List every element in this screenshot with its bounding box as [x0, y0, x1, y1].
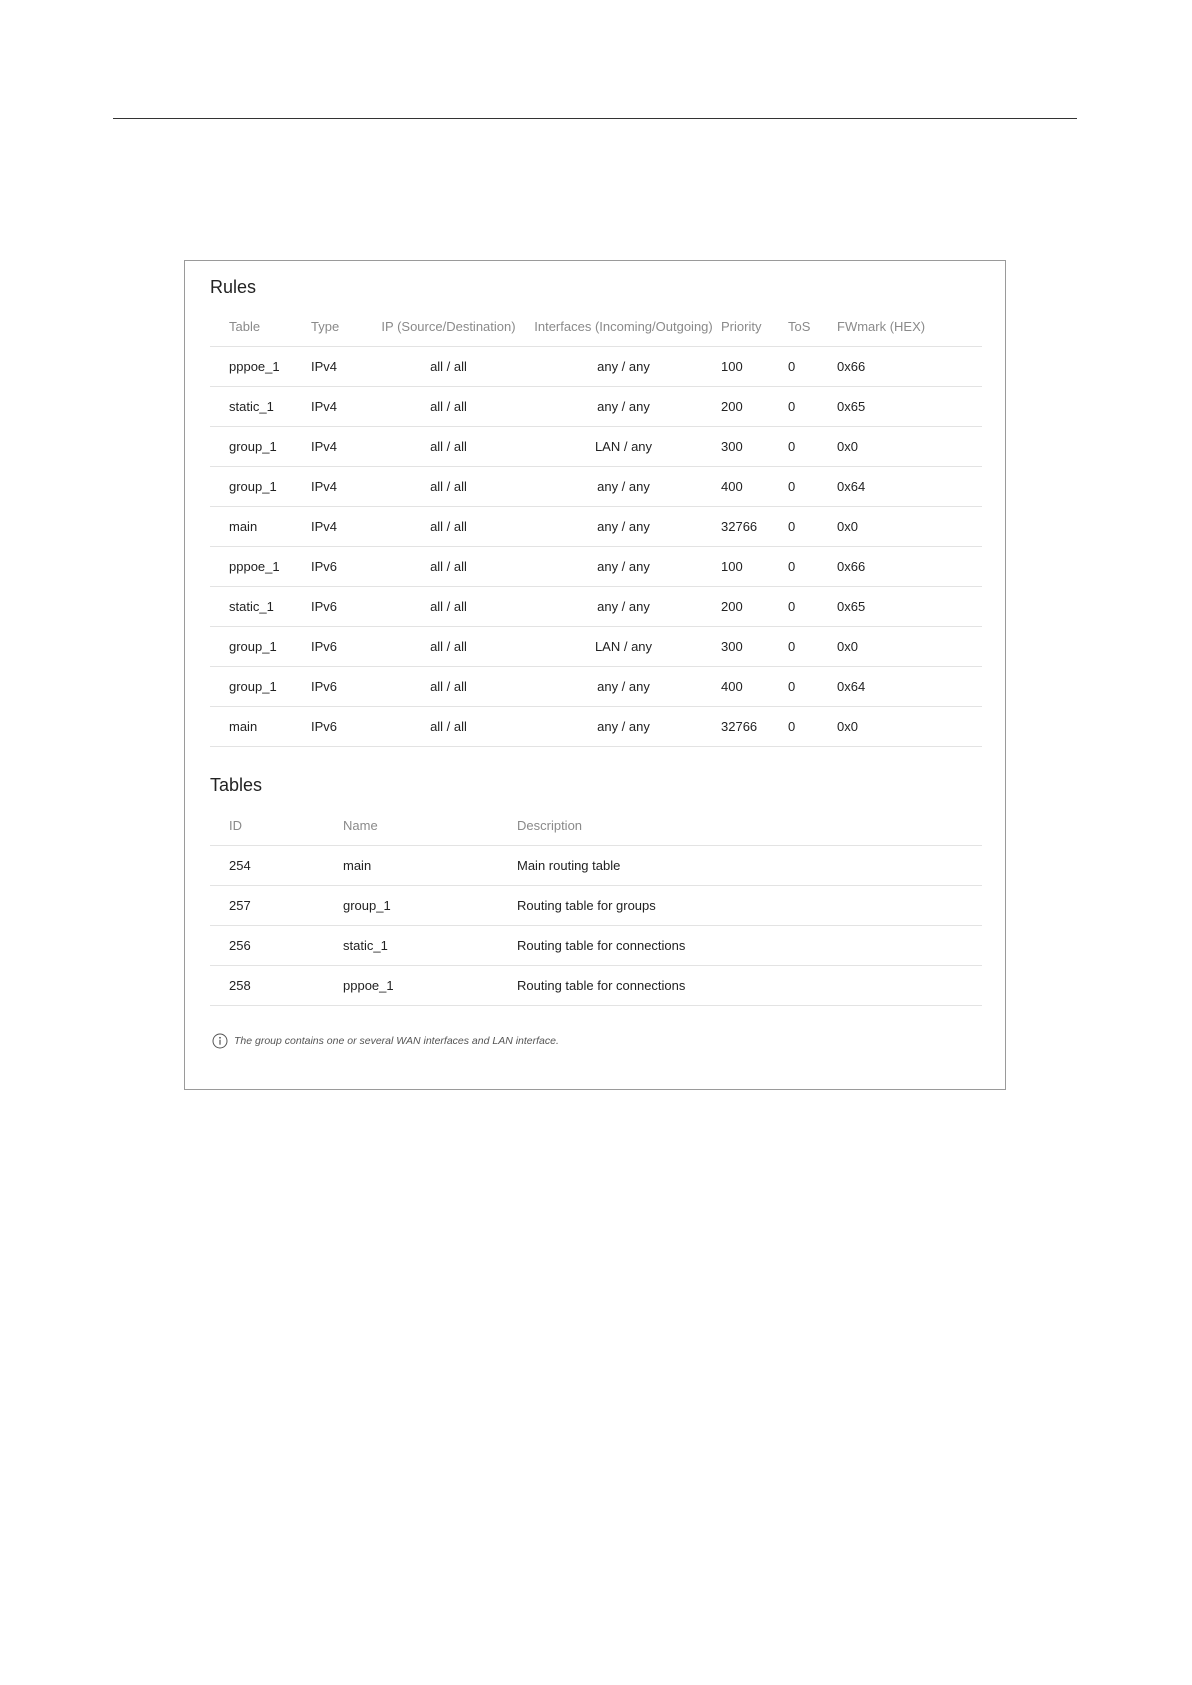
cell-type: IPv4 — [311, 427, 371, 467]
cell-table: pppoe_1 — [210, 347, 311, 387]
cell-interfaces: any / any — [526, 667, 721, 707]
cell-description: Routing table for connections — [517, 966, 982, 1006]
table-row[interactable] — [210, 507, 982, 547]
cell-tos: 0 — [788, 387, 837, 427]
cell-ip: all / all — [371, 547, 526, 587]
cell-fwmark: 0x0 — [837, 427, 982, 467]
cell-ip: all / all — [371, 627, 526, 667]
table-row[interactable] — [210, 347, 982, 387]
tables-header-row — [210, 805, 982, 846]
cell-fwmark: 0x66 — [837, 347, 982, 387]
cell-priority: 32766 — [721, 507, 788, 547]
cell-priority: 300 — [721, 427, 788, 467]
cell-priority: 300 — [721, 627, 788, 667]
cell-interfaces: any / any — [526, 707, 721, 747]
cell-interfaces: any / any — [526, 587, 721, 627]
cell-tos: 0 — [788, 467, 837, 507]
cell-fwmark: 0x0 — [837, 707, 982, 747]
cell-fwmark: 0x66 — [837, 547, 982, 587]
rules-section-title: Rules — [210, 277, 257, 297]
column-header-interfaces: Interfaces (Incoming/Outgoing) — [526, 306, 721, 347]
cell-id: 257 — [210, 886, 343, 926]
rules-table — [210, 306, 982, 747]
info-icon — [212, 1033, 228, 1049]
cell-ip: all / all — [371, 427, 526, 467]
cell-table: group_1 — [210, 627, 311, 667]
cell-type: IPv6 — [311, 667, 371, 707]
cell-priority: 100 — [721, 547, 788, 587]
cell-interfaces: any / any — [526, 467, 721, 507]
cell-tos: 0 — [788, 547, 837, 587]
cell-fwmark: 0x64 — [837, 667, 982, 707]
cell-priority: 200 — [721, 387, 788, 427]
table-row[interactable] — [210, 886, 982, 926]
routing-info-panel — [184, 260, 1006, 1090]
cell-ip: all / all — [371, 507, 526, 547]
cell-priority: 400 — [721, 667, 788, 707]
info-note — [212, 1033, 559, 1049]
tables-section-title: Tables — [210, 775, 263, 795]
cell-interfaces: any / any — [526, 547, 721, 587]
cell-table: group_1 — [210, 467, 311, 507]
cell-table: static_1 — [210, 587, 311, 627]
cell-name: static_1 — [343, 926, 517, 966]
cell-fwmark: 0x65 — [837, 587, 982, 627]
column-header-name: Name — [343, 805, 517, 846]
cell-table: static_1 — [210, 387, 311, 427]
cell-type: IPv6 — [311, 707, 371, 747]
cell-description: Main routing table — [517, 846, 982, 886]
cell-table: group_1 — [210, 667, 311, 707]
cell-interfaces: LAN / any — [526, 427, 721, 467]
table-row[interactable] — [210, 846, 982, 886]
cell-tos: 0 — [788, 587, 837, 627]
cell-priority: 100 — [721, 347, 788, 387]
cell-type: IPv6 — [311, 587, 371, 627]
cell-tos: 0 — [788, 667, 837, 707]
cell-type: IPv4 — [311, 347, 371, 387]
cell-type: IPv4 — [311, 387, 371, 427]
cell-priority: 32766 — [721, 707, 788, 747]
cell-id: 256 — [210, 926, 343, 966]
table-row[interactable] — [210, 547, 982, 587]
cell-tos: 0 — [788, 427, 837, 467]
column-header-table: Table — [210, 306, 311, 347]
cell-ip: all / all — [371, 387, 526, 427]
cell-name: group_1 — [343, 886, 517, 926]
info-note-text: The group contains one or several WAN interfaces and LAN interface. — [234, 1035, 559, 1047]
column-header-priority: Priority — [721, 306, 788, 347]
cell-interfaces: any / any — [526, 347, 721, 387]
cell-ip: all / all — [371, 347, 526, 387]
table-row[interactable] — [210, 467, 982, 507]
cell-name: main — [343, 846, 517, 886]
cell-type: IPv6 — [311, 627, 371, 667]
cell-type: IPv4 — [311, 507, 371, 547]
cell-type: IPv4 — [311, 467, 371, 507]
cell-id: 254 — [210, 846, 343, 886]
cell-type: IPv6 — [311, 547, 371, 587]
table-row[interactable] — [210, 707, 982, 747]
cell-priority: 200 — [721, 587, 788, 627]
cell-tos: 0 — [788, 347, 837, 387]
routing-tables-table — [210, 805, 982, 1006]
column-header-tos: ToS — [788, 306, 837, 347]
cell-priority: 400 — [721, 467, 788, 507]
cell-fwmark: 0x65 — [837, 387, 982, 427]
cell-ip: all / all — [371, 467, 526, 507]
cell-interfaces: any / any — [526, 387, 721, 427]
table-row[interactable] — [210, 387, 982, 427]
column-header-type: Type — [311, 306, 371, 347]
table-row[interactable] — [210, 667, 982, 707]
cell-tos: 0 — [788, 627, 837, 667]
cell-table: main — [210, 507, 311, 547]
cell-id: 258 — [210, 966, 343, 1006]
table-row[interactable] — [210, 627, 982, 667]
table-row[interactable] — [210, 966, 982, 1006]
column-header-id: ID — [210, 805, 343, 846]
column-header-ip: IP (Source/Destination) — [371, 306, 526, 347]
cell-tos: 0 — [788, 707, 837, 747]
table-row[interactable] — [210, 427, 982, 467]
table-row[interactable] — [210, 926, 982, 966]
table-row[interactable] — [210, 587, 982, 627]
cell-description: Routing table for groups — [517, 886, 982, 926]
cell-fwmark: 0x0 — [837, 507, 982, 547]
rules-header-row — [210, 306, 982, 347]
cell-table: group_1 — [210, 427, 311, 467]
cell-ip: all / all — [371, 587, 526, 627]
column-header-description: Description — [517, 805, 982, 846]
cell-fwmark: 0x0 — [837, 627, 982, 667]
cell-ip: all / all — [371, 667, 526, 707]
cell-table: pppoe_1 — [210, 547, 311, 587]
page-header-divider — [113, 118, 1077, 119]
cell-tos: 0 — [788, 507, 837, 547]
column-header-fwmark: FWmark (HEX) — [837, 306, 982, 347]
cell-table: main — [210, 707, 311, 747]
cell-name: pppoe_1 — [343, 966, 517, 1006]
cell-fwmark: 0x64 — [837, 467, 982, 507]
cell-interfaces: LAN / any — [526, 627, 721, 667]
cell-description: Routing table for connections — [517, 926, 982, 966]
cell-ip: all / all — [371, 707, 526, 747]
cell-interfaces: any / any — [526, 507, 721, 547]
